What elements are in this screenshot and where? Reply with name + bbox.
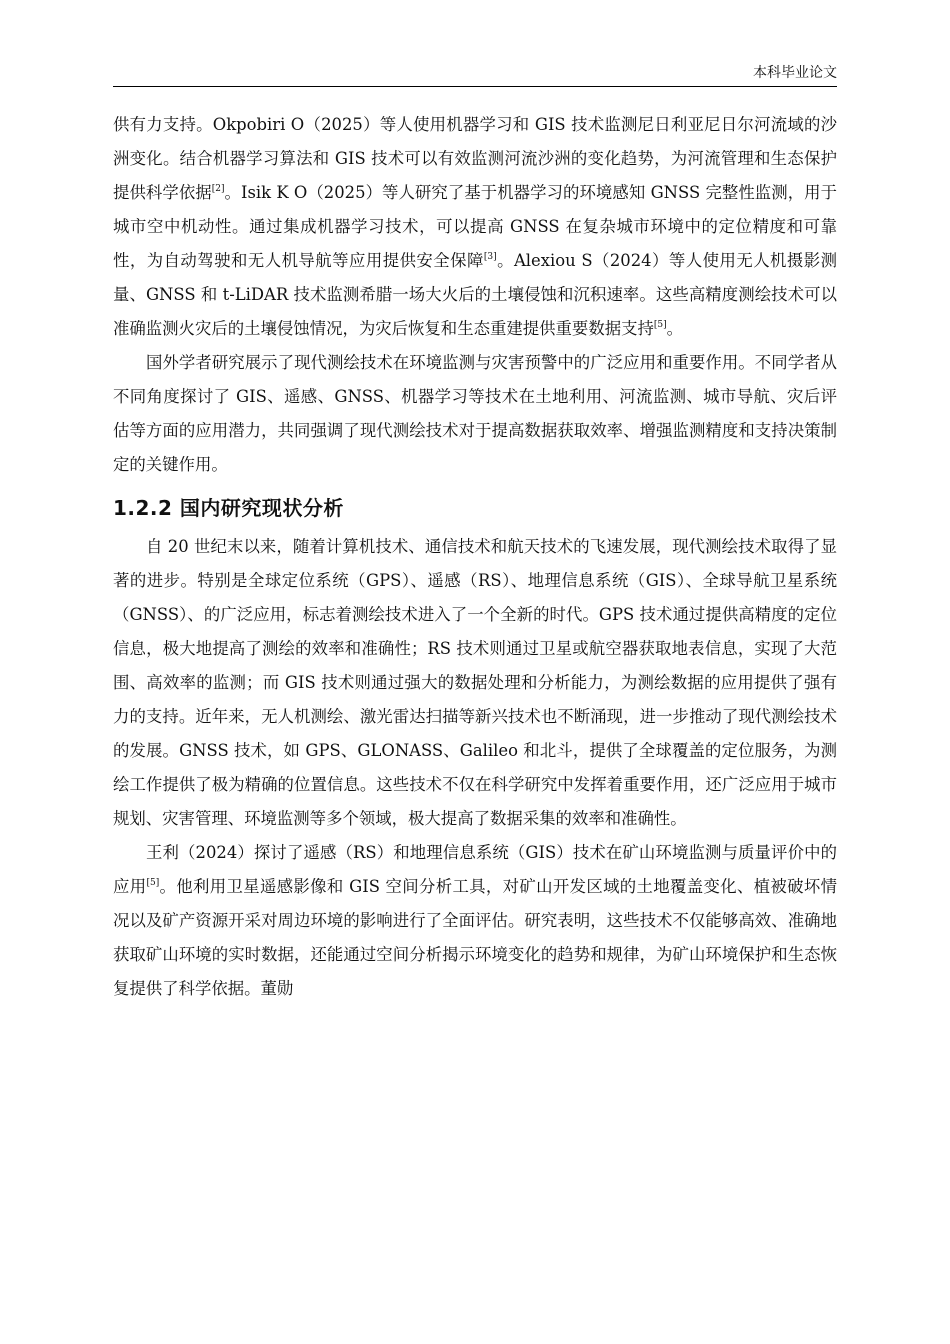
- text-segment: 。他利用卫星遥感影像和 GIS 空间分析工具，对矿山开发区域的土地覆盖变化、植被破坏情况以及矿产资源开采对周边环境的影响进行了全面评估。研究表明，这些技术不仅能够高效、准确地获取矿山环境的实时数据，还能通过空间分析揭示环境变化的趋势和规律，为矿山环境保护和生态恢复提供了科学依据。董勋: [113, 877, 837, 998]
- text-segment: 。: [666, 319, 684, 338]
- section-heading: 1.2.2 国内研究现状分析: [113, 496, 344, 520]
- page-header: [113, 62, 837, 87]
- citation-ref: [2]: [211, 184, 225, 194]
- citation-ref: [3]: [483, 252, 497, 262]
- paragraph-foreign-studies-continued: [113, 108, 837, 346]
- paragraph-domestic-studies: [113, 836, 837, 1006]
- page-body: [113, 108, 837, 1006]
- paragraph-domestic-overview: 自 20 世纪末以来，随着计算机技术、通信技术和航天技术的飞速发展，现代测绘技术取得了显著的进步。特别是全球定位系统（GPS）、遥感（RS）、地理信息系统（GIS）、全球导航卫星系统（GNSS）、的广泛应用，标志着测绘技术进入了一个全新的时代。GPS 技术通过提供高精度的定位信息，极大地提高了测绘的效率和准确性；RS 技术则通过卫星或航空器获取地表信息，实现了大范围、高效率的监测；而 GIS 技术则通过强大的数据处理和分析能力，为测绘数据的应用提供了强有力的支持。近年来，无人机测绘、激光雷达扫描等新兴技术也不断涌现，进一步推动了现代测绘技术的发展。GNSS 技术，如 GPS、GLONASS、Galileo 和北斗，提供了全球覆盖的定位服务，为测绘工作提供了极为精确的位置信息。这些技术不仅在科学研究中发挥着重要作用，还广泛应用于城市规划、灾害管理、环境监测等多个领域，极大提高了数据采集的效率和准确性。: [113, 537, 837, 828]
- header-title: 本科毕业论文: [753, 65, 837, 81]
- citation-ref: [5]: [146, 878, 160, 888]
- text-segment: 供有力支持。Okpobiri O（2025）等人使用机器学习和 GIS 技术监测尼日利亚尼日尔河流域的沙洲变化。结合机器学习算法和 GIS 技术可以有效监测河流沙洲的变化趋势，为河流管理和生态保护提供科学依据: [113, 115, 837, 202]
- citation-ref: [5]: [653, 320, 667, 330]
- text-segment: 。Isik K O（2025）等人研究了基于机器学习的环境感知 GNSS 完整性监测，用于城市空中机动性。通过集成机器学习技术，可以提高 GNSS 在复杂城市环境中的定位精度和可靠性，为自动驾驶和无人机导航等应用提供安全保障: [113, 183, 838, 270]
- paragraph-foreign-summary: 国外学者研究展示了现代测绘技术在环境监测与灾害预警中的广泛应用和重要作用。不同学者从不同角度探讨了 GIS、遥感、GNSS、机器学习等技术在土地利用、河流监测、城市导航、灾后评估等方面的应用潜力，共同强调了现代测绘技术对于提高数据获取效率、增强监测精度和支持决策制定的关键作用。: [113, 353, 837, 474]
- text-segment: 王利（2024）探讨了遥感（RS）和地理信息系统（GIS）技术在矿山环境监测与质量评价中的应用: [113, 843, 837, 896]
- text-segment: 。Alexiou S（2024）等人使用无人机摄影测量、GNSS 和 t-LiDAR 技术监测希腊一场大火后的土壤侵蚀和沉积速率。这些高精度测绘技术可以准确监测火灾后的土壤侵蚀情况，为灾后恢复和生态重建提供重要数据支持: [113, 251, 838, 338]
